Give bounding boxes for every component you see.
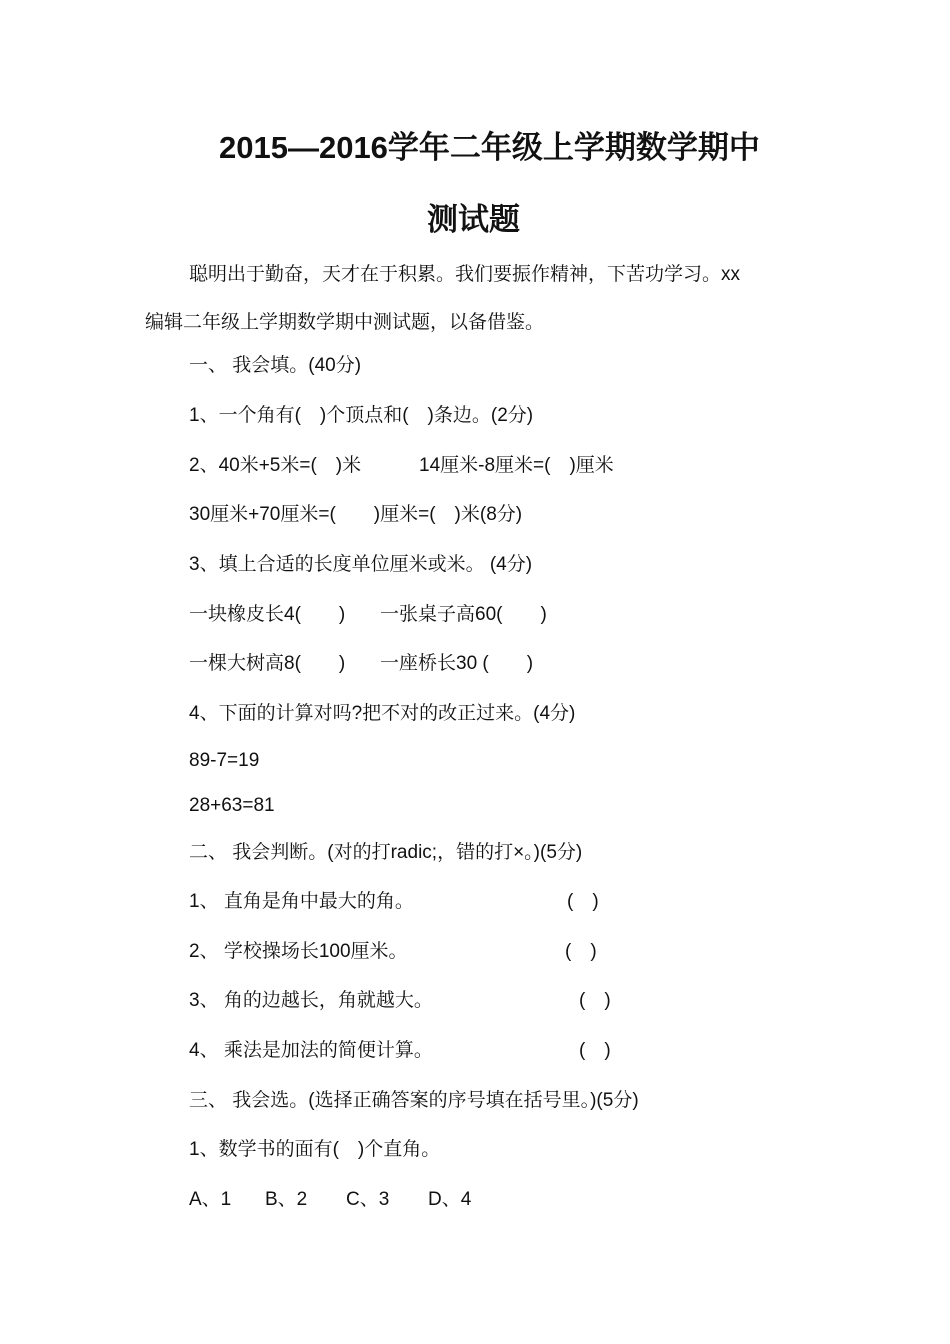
judgement-blank-1: ( ) — [567, 891, 599, 912]
intro-line-1: 聪明出于勤奋，天才在于积累。我们要振作精神，下苦功学习。xx — [189, 264, 741, 285]
choice-option-b: B、2 — [265, 1189, 308, 1210]
question-1-3c: 一棵大树高8( ) — [189, 653, 346, 674]
section-1-heading: 一、 我会填。(40分) — [189, 355, 362, 376]
question-1-3a: 一块橡皮长4( ) — [189, 604, 346, 625]
question-1-1: 1、一个角有( )个顶点和( )条边。(2分) — [189, 405, 534, 426]
judgement-blank-2: ( ) — [565, 941, 597, 962]
judgement-item-3: 3、 角的边越长，角就越大。 — [189, 990, 433, 1011]
question-1-2a: 2、40米+5米=( )米 — [189, 455, 362, 476]
choice-option-d: D、4 — [428, 1189, 472, 1210]
judgement-blank-3: ( ) — [579, 990, 611, 1011]
judgement-item-4: 4、 乘法是加法的简便计算。 — [189, 1040, 433, 1061]
title-line-1: 2015—2016学年二年级上学期数学期中 — [219, 130, 760, 165]
judgement-item-1: 1、 直角是角中最大的角。 — [189, 891, 414, 912]
choice-question-1: 1、数学书的面有( )个直角。 — [189, 1139, 441, 1160]
judgement-item-2: 2、 学校操场长100厘米。 — [189, 941, 408, 962]
question-1-4b: 28+63=81 — [189, 795, 275, 816]
intro-line-2: 编辑二年级上学期数学期中测试题，以备借鉴。 — [145, 312, 545, 333]
question-1-3d: 一座桥长30 ( ) — [380, 653, 534, 674]
question-1-4: 4、下面的计算对吗?把不对的改正过来。(4分) — [189, 703, 576, 724]
section-2-heading: 二、 我会判断。(对的打radic;，错的打×。)(5分) — [189, 842, 583, 863]
question-1-2b: 14厘米-8厘米=( )厘米 — [419, 455, 614, 476]
title-line-2: 测试题 — [427, 202, 520, 237]
question-1-3b: 一张桌子高60( ) — [380, 604, 547, 625]
question-1-4a: 89-7=19 — [189, 750, 260, 771]
section-3-heading: 三、 我会选。(选择正确答案的序号填在括号里。)(5分) — [189, 1090, 639, 1111]
question-1-2c: 30厘米+70厘米=( )厘米=( )米(8分) — [189, 504, 523, 525]
question-1-3: 3、填上合适的长度单位厘米或米。 (4分) — [189, 554, 533, 575]
choice-option-a: A、1 — [189, 1189, 232, 1210]
choice-option-c: C、3 — [346, 1189, 390, 1210]
judgement-blank-4: ( ) — [579, 1040, 611, 1061]
